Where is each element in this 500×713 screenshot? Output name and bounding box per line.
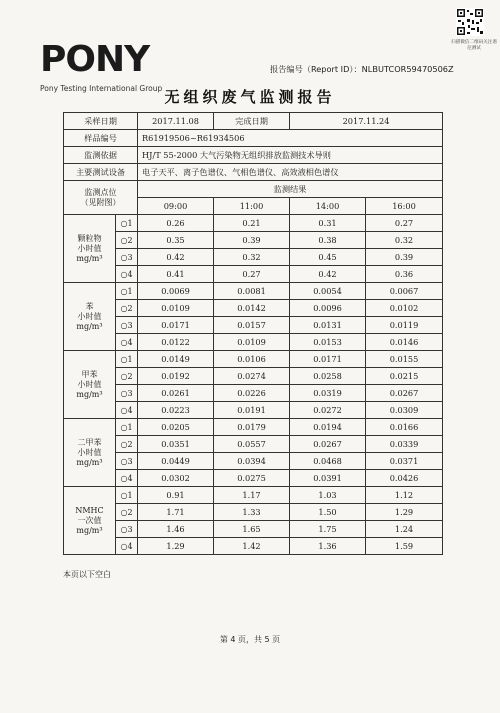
result-value: 1.24 (366, 521, 443, 538)
result-value: 0.0122 (138, 334, 214, 351)
result-value: 0.0149 (138, 351, 214, 368)
monitoring-point: ○2 (116, 368, 138, 385)
table-row (64, 232, 443, 249)
table-row (64, 487, 443, 504)
done-date-value: 2017.11.24 (290, 113, 443, 130)
result-value: 0.38 (290, 232, 366, 249)
result-value: 0.0179 (214, 419, 290, 436)
result-value: 1.46 (138, 521, 214, 538)
result-value: 0.27 (214, 266, 290, 283)
result-value: 0.0258 (290, 368, 366, 385)
monitoring-point: ○4 (116, 470, 138, 487)
result-value: 0.26 (138, 215, 214, 232)
table-row (64, 470, 443, 487)
table-row (64, 249, 443, 266)
result-value: 0.0426 (366, 470, 443, 487)
table-row (64, 538, 443, 555)
results-header-row (64, 181, 443, 198)
result-value: 0.0142 (214, 300, 290, 317)
result-value: 1.59 (366, 538, 443, 555)
result-value: 0.0194 (290, 419, 366, 436)
result-value: 0.0371 (366, 453, 443, 470)
result-value: 0.0223 (138, 402, 214, 419)
pollutant-name (64, 351, 116, 419)
monitoring-point: ○1 (116, 215, 138, 232)
pollutant-name-line: 二甲苯 (77, 437, 102, 447)
pollutant-name-line: 小时值 (77, 447, 102, 457)
result-value: 0.0155 (366, 351, 443, 368)
monitoring-point: ○1 (116, 283, 138, 300)
monitoring-point: ○2 (116, 436, 138, 453)
result-value: 1.03 (290, 487, 366, 504)
result-value: 0.0275 (214, 470, 290, 487)
pollutant-name-line: mg/m³ (76, 525, 103, 535)
result-value: 1.29 (138, 538, 214, 555)
result-value: 0.0339 (366, 436, 443, 453)
result-value: 0.0109 (214, 334, 290, 351)
document-title: 无组织废气监测报告 (164, 88, 336, 106)
pollutant-name-line: mg/m³ (76, 389, 103, 399)
pollutant-name-line: 苯 (85, 301, 94, 311)
result-value: 0.0267 (290, 436, 366, 453)
result-value: 0.0267 (366, 385, 443, 402)
qr-code-icon (456, 8, 484, 36)
result-value: 0.0146 (366, 334, 443, 351)
result-value: 0.0394 (214, 453, 290, 470)
result-value: 0.42 (290, 266, 366, 283)
result-value: 0.31 (290, 215, 366, 232)
result-value: 0.0096 (290, 300, 366, 317)
monitoring-point: ○4 (116, 334, 138, 351)
monitoring-point: ○2 (116, 300, 138, 317)
result-value: 0.0081 (214, 283, 290, 300)
pollutant-name (64, 283, 116, 351)
result-value: 1.29 (366, 504, 443, 521)
monitoring-point: ○4 (116, 538, 138, 555)
monitoring-point: ○2 (116, 504, 138, 521)
result-value: 0.0391 (290, 470, 366, 487)
page-number: 第 4 页，共 5 页 (219, 635, 281, 644)
pollutant-name-line: 小时值 (77, 379, 102, 389)
pollutant-name-line: mg/m³ (76, 321, 103, 331)
time-header: 14:00 (290, 198, 366, 215)
time-header: 16:00 (366, 198, 443, 215)
sample-no-label: 样品编号 (64, 130, 138, 147)
monitoring-point: ○3 (116, 453, 138, 470)
sample-no-row (64, 130, 443, 147)
result-value: 0.0302 (138, 470, 214, 487)
result-value: 1.12 (366, 487, 443, 504)
table-row (64, 368, 443, 385)
result-value: 0.35 (138, 232, 214, 249)
report-number: 报告编号（Report ID）：NLBUTCOR59470506Z (270, 64, 454, 74)
table-row (64, 317, 443, 334)
pollutant-name-line: NMHC (75, 505, 104, 515)
table-row (64, 419, 443, 436)
qr-caption: 扫描微信二维码关注谱尼测试 (451, 40, 497, 51)
result-value: 0.45 (290, 249, 366, 266)
result-value: 0.0272 (290, 402, 366, 419)
pollutant-name-line: mg/m³ (76, 253, 103, 263)
equipment-value: 电子天平、离子色谱仪、气相色谱仪、高效液相色谱仪 (138, 164, 443, 181)
result-value: 0.39 (366, 249, 443, 266)
result-value: 0.27 (366, 215, 443, 232)
table-row (64, 300, 443, 317)
time-header: 09:00 (138, 198, 214, 215)
result-value: 1.75 (290, 521, 366, 538)
monitoring-point: ○4 (116, 266, 138, 283)
table-row (64, 351, 443, 368)
point-header (64, 181, 138, 215)
table-row (64, 215, 443, 232)
pollutant-name-line: 小时值 (77, 311, 102, 321)
monitoring-point: ○1 (116, 487, 138, 504)
end-of-page-note: 本页以下空白 (63, 570, 111, 579)
equipment-label: 主要测试设备 (64, 164, 138, 181)
result-value: 0.0274 (214, 368, 290, 385)
table-row (64, 334, 443, 351)
result-value: 1.50 (290, 504, 366, 521)
result-value: 0.0109 (138, 300, 214, 317)
sample-no-value: R61919506~R61934506 (138, 130, 443, 147)
monitoring-point: ○3 (116, 317, 138, 334)
result-value: 0.0171 (138, 317, 214, 334)
result-value: 0.0191 (214, 402, 290, 419)
result-value: 0.0351 (138, 436, 214, 453)
table-row (64, 453, 443, 470)
result-value: 0.0067 (366, 283, 443, 300)
result-value: 0.0102 (366, 300, 443, 317)
result-value: 1.33 (214, 504, 290, 521)
pollutant-name-line: 甲苯 (81, 369, 98, 379)
result-value: 0.0309 (366, 402, 443, 419)
result-value: 0.0166 (366, 419, 443, 436)
result-value: 0.32 (366, 232, 443, 249)
pollutant-name (64, 215, 116, 283)
result-value: 0.39 (214, 232, 290, 249)
monitoring-point: ○3 (116, 385, 138, 402)
result-value: 0.0054 (290, 283, 366, 300)
result-value: 1.65 (214, 521, 290, 538)
table-row (64, 521, 443, 538)
table-row (64, 266, 443, 283)
result-value: 0.0119 (366, 317, 443, 334)
table-row (64, 504, 443, 521)
monitoring-point: ○2 (116, 232, 138, 249)
table-row (64, 436, 443, 453)
pollutant-name-line: 颗粒物 (77, 233, 102, 243)
result-value: 0.0226 (214, 385, 290, 402)
result-value: 0.0157 (214, 317, 290, 334)
company-name: Pony Testing International Group (40, 84, 163, 93)
monitoring-point: ○1 (116, 351, 138, 368)
sample-date-label: 采样日期 (64, 113, 138, 130)
done-date-label: 完成日期 (214, 113, 290, 130)
time-header: 11:00 (214, 198, 290, 215)
point-header-line2: （见附图） (80, 197, 121, 207)
result-value: 1.42 (214, 538, 290, 555)
basis-label: 监测依据 (64, 147, 138, 164)
result-value: 0.0069 (138, 283, 214, 300)
result-value: 0.0468 (290, 453, 366, 470)
result-value: 0.0261 (138, 385, 214, 402)
result-value: 0.0106 (214, 351, 290, 368)
result-value: 0.0205 (138, 419, 214, 436)
result-value: 1.36 (290, 538, 366, 555)
result-value: 0.0153 (290, 334, 366, 351)
sample-date-value: 2017.11.08 (138, 113, 214, 130)
table-row (64, 402, 443, 419)
monitoring-point: ○1 (116, 419, 138, 436)
result-value: 0.0557 (214, 436, 290, 453)
result-value: 0.42 (138, 249, 214, 266)
pollutant-name-line: 小时值 (77, 243, 102, 253)
pollutant-name-line: 一次值 (77, 515, 102, 525)
result-value: 1.17 (214, 487, 290, 504)
basis-row (64, 147, 443, 164)
sample-date-row (64, 113, 443, 130)
pollutant-name (64, 487, 116, 555)
results-table (63, 112, 443, 555)
pollutant-name-line: mg/m³ (76, 457, 103, 467)
result-value: 0.36 (366, 266, 443, 283)
logo-wordmark: PONY (40, 39, 150, 80)
result-value: 0.32 (214, 249, 290, 266)
result-value: 0.91 (138, 487, 214, 504)
results-header: 监测结果 (138, 181, 443, 198)
pollutant-name (64, 419, 116, 487)
result-value: 1.71 (138, 504, 214, 521)
result-value: 0.41 (138, 266, 214, 283)
result-value: 0.0449 (138, 453, 214, 470)
table-row (64, 385, 443, 402)
monitoring-point: ○3 (116, 249, 138, 266)
table-row (64, 283, 443, 300)
result-value: 0.21 (214, 215, 290, 232)
result-value: 0.0171 (290, 351, 366, 368)
result-value: 0.0215 (366, 368, 443, 385)
point-header-line1: 监测点位 (84, 187, 117, 197)
monitoring-point: ○4 (116, 402, 138, 419)
equipment-row (64, 164, 443, 181)
result-value: 0.0192 (138, 368, 214, 385)
basis-value: HJ/T 55-2000 大气污染物无组织排放监测技术导则 (138, 147, 443, 164)
monitoring-point: ○3 (116, 521, 138, 538)
result-value: 0.0131 (290, 317, 366, 334)
result-value: 0.0319 (290, 385, 366, 402)
